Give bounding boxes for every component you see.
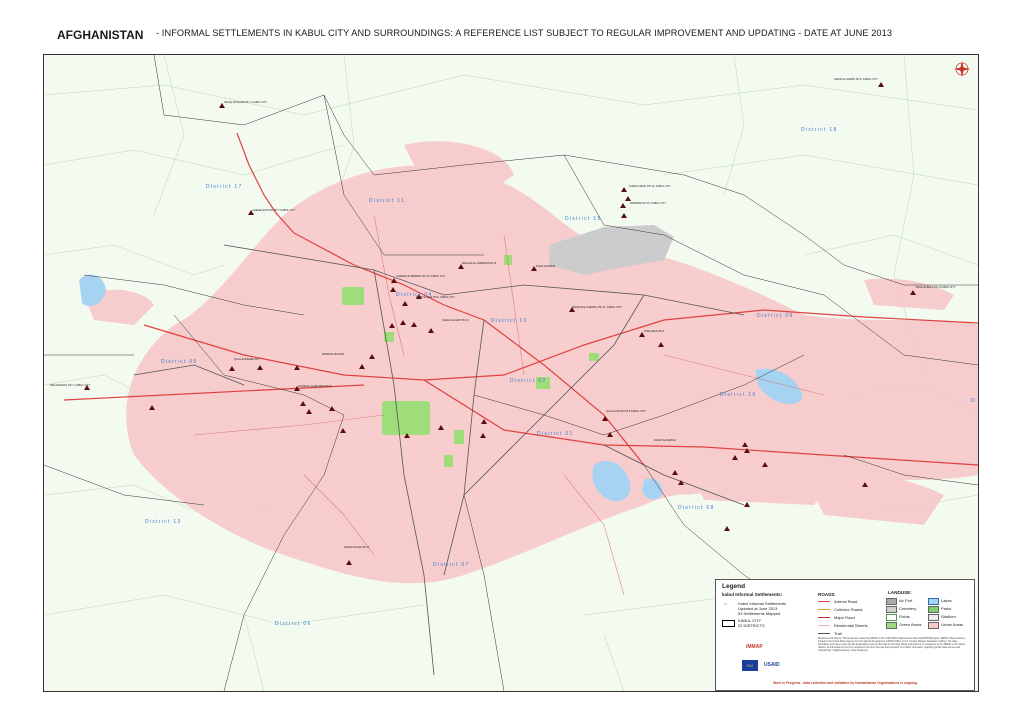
settlement-label: KART-E-NAW PD 6, KABUL CITY: [416, 296, 456, 299]
legend-road: Collector Roads: [834, 607, 863, 612]
legend-settlements-heading: kabul Informal Settlements:: [722, 592, 783, 597]
district-label-18: District 18: [801, 127, 838, 133]
page-title-country: AFGHANISTAN: [57, 28, 144, 42]
usaid-logo: USAID: [764, 662, 780, 668]
urban-areas: [84, 141, 978, 583]
district-label-01: District 01: [537, 431, 574, 437]
legend-panel: [715, 579, 975, 691]
immap-logo: iMMAP: [746, 644, 763, 650]
district-label-09: District 09: [757, 313, 794, 319]
parks-swatch-icon: [928, 606, 939, 613]
cemetery-swatch-icon: [886, 606, 897, 613]
settlement-label: CHAMAN-E-BABRAK PD 13, KABUL CITY: [396, 275, 446, 278]
district-label-17: District 17: [206, 184, 243, 190]
legend-landuse: Urban Areas: [941, 622, 964, 627]
airport-swatch-icon: [886, 598, 897, 605]
residential-street-line-icon: [818, 625, 830, 626]
legend-landuse: Stadium: [941, 614, 956, 619]
settlement-label: DEH MAZANG PD 3, KABUL CITY: [50, 384, 91, 387]
work-in-progress-note: Work in Progress - data collection and validation by Humanitarian Organisations is ongoing: [773, 681, 917, 685]
eu-flag-logo: EU: [742, 660, 758, 671]
legend-disclaimer: Disclaimer and Source: This is map are created by iMMAP on the UNHCR/KIS Status Report data, WG/UNHCR/project. iMMAP's Map product is funded by the United States Agency for International Development (USAID) Office of U.S. Foreign Disaster Assistance (OFDA). The data, boundaries and names used and the designations used on this map do not imply official endorsement or acceptance by the iMMAP or the United Nations. All information in the form contained in the time this map was produced. For further information regarding specific data sources and methodology: info@immap.org / www.immap.org: [818, 638, 966, 652]
district-label-15: District 15: [565, 216, 602, 222]
legend-landuse: Parks: [941, 606, 952, 611]
district-label-08: District 08: [678, 505, 715, 511]
legend-title: Legend: [722, 583, 746, 590]
settlement-label: SURKH ABAD, PD 10, KABUL CITY: [629, 185, 671, 188]
legend-road: Major Road: [834, 615, 855, 620]
settlement-label: DASHT-E-BARCHI: [654, 439, 676, 442]
settlement-marker: [724, 526, 730, 531]
settlement-label: BANDAR-E-SHEMALI PD 11, KABUL CITY: [572, 306, 622, 309]
settlement-marker: [620, 203, 626, 208]
legend-settlement-item: Updated at June 2013: [738, 606, 778, 611]
settlement-label: PARWANI PD 15, KABUL CITY: [630, 202, 667, 205]
collector-road-line-icon: [818, 609, 830, 610]
settlement-label: BAGH-E-ALI MARDAN PD 11: [462, 262, 497, 265]
legend-landuse: Fields: [899, 614, 910, 619]
legend-landuse: Lakes: [941, 598, 952, 603]
district-label-07: District 07: [433, 562, 470, 568]
settlement-label: QALA-E-MUSA PD 8 KABUL CITY: [606, 410, 646, 413]
legend-roads-heading: ROADS: [818, 592, 835, 597]
settlement-label: BAGH-E-BALA PD 3 KABUL CITY: [916, 286, 956, 289]
map-frame[interactable]: [43, 54, 979, 692]
district-label-04: District 04: [396, 292, 433, 298]
district-label-13: District 13: [145, 519, 182, 525]
district-label-05: District 05: [161, 359, 198, 365]
page-title: - INFORMAL SETTLEMENTS IN KABUL CITY AND SURROUNDINGS: A REFERENCE LIST SUBJECT TO REGULAR IMPROVEMENT AND UPDATING - DATE AT JUNE 2013: [156, 28, 893, 38]
settlement-label: QALA-E-WAHED PD 7: [234, 358, 261, 361]
district-label-16: District 16: [720, 392, 757, 398]
settlement-marker: [878, 82, 884, 87]
major-road-line-icon: [818, 617, 830, 618]
legend-road: Trail: [834, 631, 842, 636]
green-areas-swatch-icon: [886, 622, 897, 629]
legend-landuse-heading: LANDUSE:: [888, 590, 912, 595]
settlement-label: MIRWAIS MAIDAN: [322, 353, 345, 356]
legend-boundary-item: KABUL CITY: [738, 618, 762, 623]
legend-settlement-item: Kabul Informal Settlements: [738, 601, 787, 606]
settlement-marker: [744, 502, 750, 507]
settlement-label: SARAK-E-SHIRIN PD 8, KABUL CITY: [834, 78, 879, 81]
district-label-edge: D: [971, 398, 976, 404]
compass-rose: [954, 61, 970, 77]
settlement-marker: [621, 213, 627, 218]
legend-landuse: Air Port: [899, 598, 913, 603]
settlement-label: NAW ABAD PD 8: [644, 330, 665, 333]
district-label-11: District 11: [369, 198, 406, 204]
urban-areas-swatch-icon: [928, 622, 939, 629]
stadium-swatch-icon: [928, 614, 939, 621]
legend-road: Arterial Road: [834, 599, 858, 604]
legend-settlement-item: 53 Settlements Mapped: [738, 611, 781, 616]
district-label-10: District 10: [491, 318, 528, 324]
legend-road: Residential Streets: [834, 623, 868, 628]
settlement-marker: [621, 187, 627, 192]
settlement-label: PULE CHARKHI: [536, 265, 556, 268]
district-label-02: District 02: [510, 378, 547, 384]
lakes-swatch-icon: [928, 598, 939, 605]
arterial-road-line-icon: [818, 601, 830, 602]
settlement-label: CHEHELSATOON PD 7 KABUL CITY: [252, 209, 296, 212]
settlement-label: ISHAQ MOSQUE PD 7, KABUL CITY: [224, 101, 268, 104]
settlement-label: KHAIR KHANA PD 11: [344, 546, 370, 549]
settlement-symbol-icon: ⌂: [724, 601, 728, 607]
trail-line-icon: [818, 633, 830, 634]
settlement-label: KHUSHAL KHAN MINA PD 5: [298, 385, 332, 388]
legend-boundary-item: 22 DISTRICTS: [738, 623, 765, 628]
settlement-marker: [625, 196, 631, 201]
boundary-swatch-icon: [722, 620, 735, 627]
settlement-label: SHAHR-E-NAW PD 10: [442, 319, 469, 322]
legend-landuse: Cemetery: [899, 606, 917, 611]
district-label-06: District 06: [275, 621, 312, 627]
legend-landuse: Green Areas: [899, 622, 922, 627]
fields-swatch-icon: [886, 614, 897, 621]
